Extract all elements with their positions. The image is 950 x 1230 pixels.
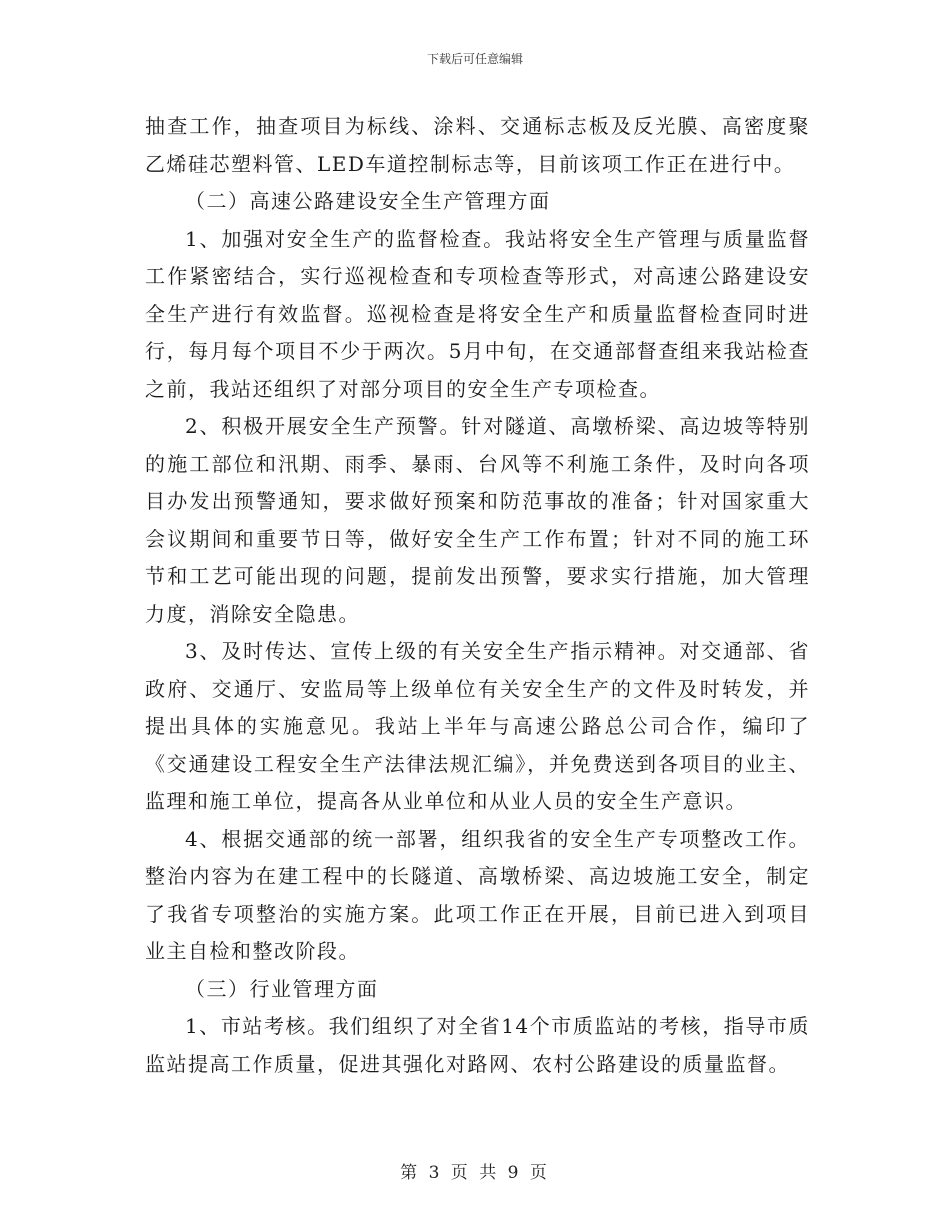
page-number-footer: 第 3 页 共 9 页 xyxy=(400,1163,550,1183)
paragraph-item-3-publicity: 3、及时传达、宣传上级的有关安全生产指示精神。对交通部、省政府、交通厅、安监局等上级单位有关安全生产的文件及时转发，并提出具体的实施意见。我站上半年与高速公路总公司合作，编印了《交通建设工程安全生产法律法规汇编》，并免费送到各项目的业主、监理和施工单位，提高各从业单位和从业人员的安全生产意识。 xyxy=(145,639,810,813)
section-heading-safety: （二）高速公路建设安全生产管理方面 xyxy=(185,189,551,213)
paragraph-item-2-warning: 2、积极开展安全生产预警。针对隧道、高墩桥梁、高边坡等特别的施工部位和汛期、雨季、暴雨、台风等不利施工条件，及时向各项目办发出预警通知，要求做好预案和防范事故的准备；针对国家重大会议期间和重要节日等，做好安全生产工作布置；针对不同的施工环节和工艺可能出现的问题，提前发出预警，要求实行措施，加大管理力度，消除安全隐患。 xyxy=(145,414,810,626)
page-header-note: 下载后可任意编辑 xyxy=(426,52,523,66)
paragraph-item-1-supervision: 1、加强对安全生产的监督检查。我站将安全生产管理与质量监督工作紧密结合，实行巡视检查和专项检查等形式，对高速公路建设安全生产进行有效监督。巡视检查是将安全生产和质量监督检查同时进行，每月每个项目不少于两次。5月中旬，在交通部督查组来我站检查之前，我站还组织了对部分项目的安全生产专项检查。 xyxy=(145,226,810,401)
paragraph-item-4-rectification: 4、根据交通部的统一部署，组织我省的安全生产专项整改工作。整治内容为在建工程中的长隧道、高墩桥梁、高边坡施工安全，制定了我省专项整治的实施方案。此项工作正在开展，目前已进入到项目业主自检和整改阶段。 xyxy=(145,826,810,963)
section-heading-industry: （三）行业管理方面 xyxy=(185,976,379,1001)
paragraph-item-1-assessment: 1、市站考核。我们组织了对全省14个市质监站的考核，指导市质监站提高工作质量，促进其强化对路网、农村公路建设的质量监督。 xyxy=(145,1014,810,1076)
paragraph-continuation: 抽查工作，抽查项目为标线、涂料、交通标志板及反光膜、高密度聚乙烯硅芯塑料管、LED车道控制标志等，目前该项工作正在进行中。 xyxy=(145,114,810,176)
document-body xyxy=(145,108,810,1083)
